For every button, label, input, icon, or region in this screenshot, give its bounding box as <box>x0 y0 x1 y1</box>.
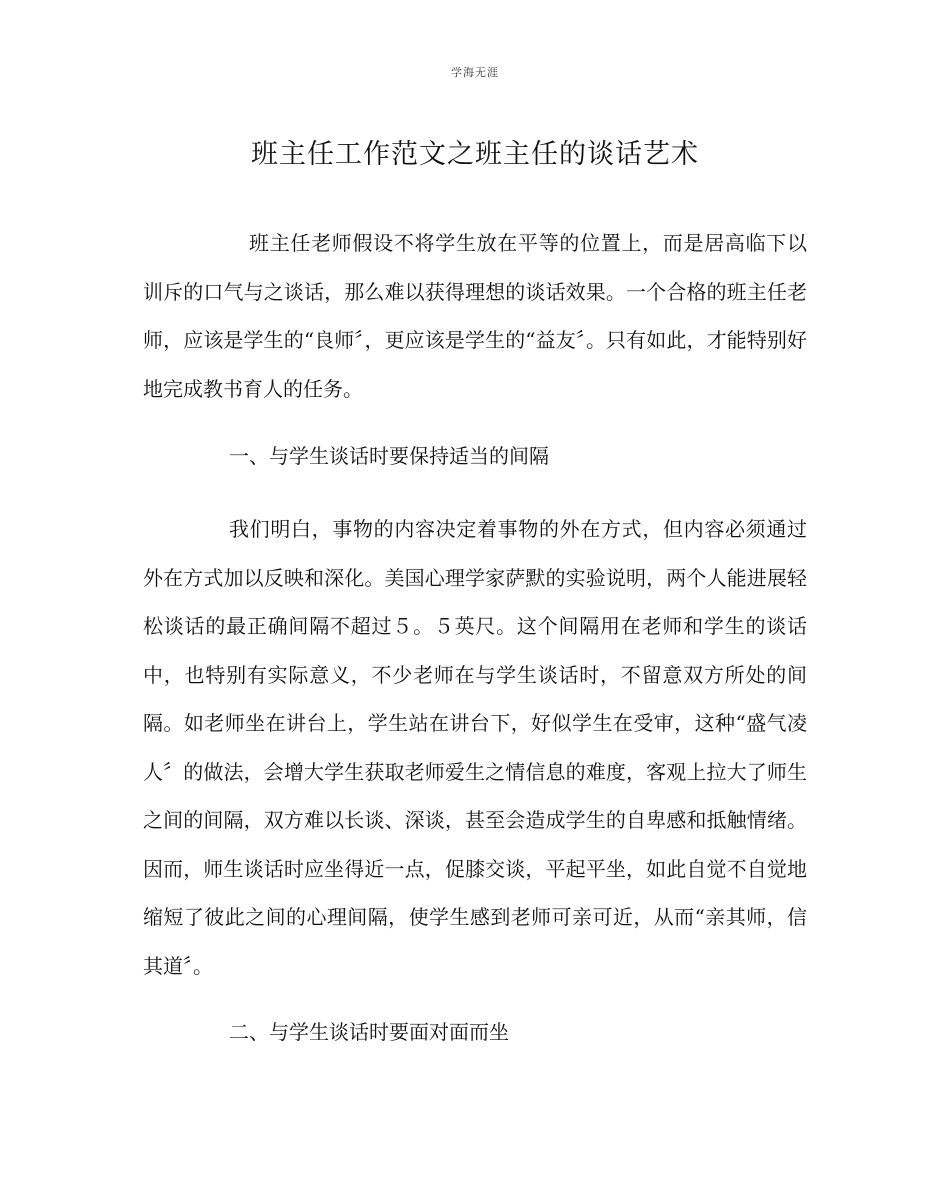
section-1-heading-block <box>143 432 807 481</box>
section-1-body-block <box>143 505 807 990</box>
document-title: 班主任工作范文之班主任的谈话艺术 <box>251 139 699 170</box>
section-2-heading: 二、与学生谈话时要面对面而坐 <box>229 1020 509 1044</box>
page-header: 学海无涯 <box>451 66 499 79</box>
intro-paragraph: 班主任老师假设不将学生放在平等的位置上，而是居高临下以训斥的口气与之谈话，那么难以获得理想的谈话效果。一个合格的班主任老师，应该是学生的“良师〞，更应该是学生的“益友〞。只有如此，才能特别好地完成教书育人的任务。 <box>143 231 807 401</box>
intro-paragraph-block <box>143 219 807 413</box>
section-2-heading-block <box>143 1008 807 1057</box>
section-1-paragraph: 我们明白，事物的内容决定着事物的外在方式，但内容必须通过外在方式加以反映和深化。美国心理学家萨默的实验说明，两个人能进展轻松谈话的最正确间隔不超过５。５英尺。这个间隔用在老师和学生的谈话中，也特别有实际意义，不少老师在与学生谈话时，不留意双方所处的间隔。如老师坐在讲台上，学生站在讲台下，好似学生在受审，这种“盛气凌人〞的做法，会增大学生获取老师爱生之情信息的难度，客观上拉大了师生之间的间隔，双方难以长谈、深谈，甚至会造成学生的自卑感和抵触情绪。因而，师生谈话时应坐得近一点，促膝交谈，平起平坐，如此自觉不自觉地缩短了彼此之间的心理间隔，使学生感到老师可亲可近，从而“亲其师，信其道〞。 <box>143 517 807 978</box>
section-1-heading: 一、与学生谈话时要保持适当的间隔 <box>229 444 549 468</box>
